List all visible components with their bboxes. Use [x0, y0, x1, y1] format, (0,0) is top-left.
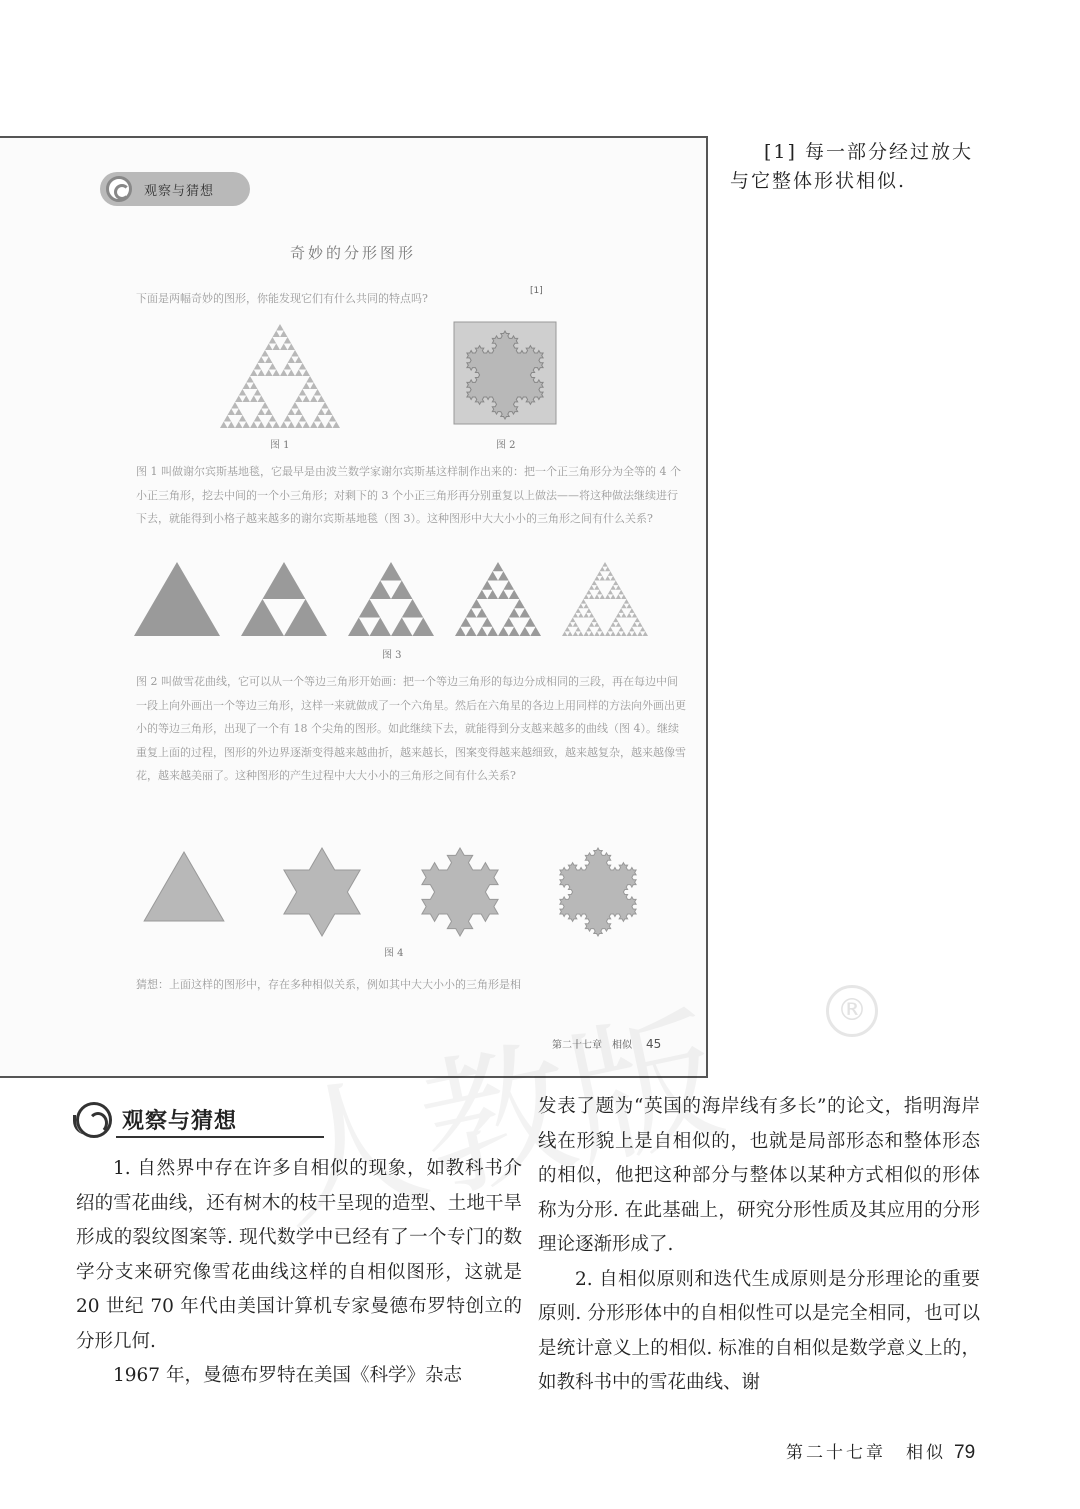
- inset-section-badge: [100, 172, 250, 206]
- embedded-textbook-page: [0, 136, 708, 1078]
- margin-note-line-1: [1] 每一部分经过放大: [764, 141, 973, 163]
- margin-note-line-2: 与它整体形状相似.: [730, 170, 907, 192]
- right-paragraph-1: 发表了题为“英国的海岸线有多长”的论文，指明海岸线在形貌上是自相似的，也就是局部形态和整体形态的相似，他把这种部分与整体以某种方式相似的形体称为分形. 在此基础上，研究分形性质及其应用的分形理论逐渐形成了.: [538, 1096, 980, 1255]
- figure-2-caption: 图 2: [496, 440, 516, 451]
- figure-3-caption: 图 3: [382, 650, 402, 661]
- spiral-icon: [106, 176, 132, 202]
- page-number: 79: [954, 1442, 976, 1463]
- figure-4-koch-stages: [140, 848, 660, 944]
- figure-1-sierpinski: [220, 324, 340, 428]
- left-paragraph-2: 1967 年，曼德布罗特在美国《科学》杂志: [113, 1365, 462, 1386]
- section-title: 观察与猜想: [122, 1109, 238, 1134]
- koch-stage-shape: [284, 848, 360, 936]
- left-column: [76, 1152, 522, 1394]
- inset-title: 奇妙的分形图形: [289, 244, 416, 262]
- inset-paragraph-2: 图 2 叫做雪花曲线，它可以从一个等边三角形开始画：把一个等边三角形的每边分成相同的三段，再在每边中间一段上向外画出一个等边三角形，这样一来就做成了一个六角星。然后在六角星的各边上用同样的方法向外画出更小的等边三角形，出现了一个有 18 个尖角的图形。如此继续下去，就能得到分支越来越多的曲线（图 4）。继续重复上面的过程，图形的外边界逐渐变得越来越曲折，越来越长，图案变得越来越细致，越来越复杂，越来越像雪花，越来越美丽了。这种图形的产生过程中大大小小的三角形之间有什么关系?: [136, 675, 686, 782]
- section-underline: [116, 1136, 324, 1138]
- inset-footer-page: 45: [646, 1037, 662, 1051]
- inset-footnote-ref: [1]: [530, 286, 543, 296]
- figure-1-caption: 图 1: [270, 440, 290, 451]
- koch-stage-shape: [560, 848, 636, 936]
- inset-footer-chapter: 第二十七章 相似: [552, 1040, 632, 1051]
- koch-stage-shape: [422, 848, 498, 936]
- inset-intro: 下面是两幅奇妙的图形，你能发现它们有什么共同的特点吗?: [136, 292, 428, 305]
- figure-2-snowflake: [454, 322, 556, 424]
- right-column: [538, 1090, 980, 1401]
- figure-4-caption: 图 4: [384, 948, 404, 959]
- figure-3-sierpinski-stages: [134, 562, 654, 638]
- inset-badge-label: 观察与猜想: [144, 184, 215, 199]
- footer-chapter: 第二十七章 相似: [786, 1443, 946, 1463]
- right-paragraph-2: 2. 自相似原则和迭代生成原则是分形理论的重要原则. 分形形体中的自相似性可以是完全相同，也可以是统计意义上的相似. 标准的自相似是数学意义上的，如教科书中的雪花曲线、谢: [538, 1268, 980, 1393]
- inset-paragraph-1: 图 1 叫做谢尔宾斯基地毯，它最早是由波兰数学家谢尔宾斯基这样制作出来的：把一个正三角形分为全等的 4 个小正三角形，挖去中间的一个小三角形；对剩下的 3 个小正三角形再分别重复以上做法——将这种做法继续进行下去，就能得到小格子越来越多的谢尔宾斯基地毯（图 3）。这种图形中大大小小的三角形之间有什么关系?: [136, 465, 681, 525]
- margin-note: [730, 138, 980, 196]
- triangle-shape: [134, 562, 220, 636]
- left-paragraph-1: 1. 自然界中存在许多自相似的现象，如教科书介绍的雪花曲线，还有树木的枝干呈现的造型、土地干旱形成的裂纹图案等. 现代数学中已经有了一个专门的数学分支来研究像雪花曲线这样的自相似图形，这就是 20 世纪 70 年代由美国计算机专家曼德布罗特创立的分形几何.: [76, 1158, 522, 1352]
- koch-stage-shape: [144, 852, 224, 921]
- registered-mark-icon: ®: [826, 985, 878, 1037]
- observe-guess-icon: [76, 1102, 112, 1138]
- page-footer: [786, 1438, 975, 1464]
- inset-guess: 猜想：上面这样的图形中，存在多种相似关系，例如其中大大小小的三角形是相: [136, 978, 521, 991]
